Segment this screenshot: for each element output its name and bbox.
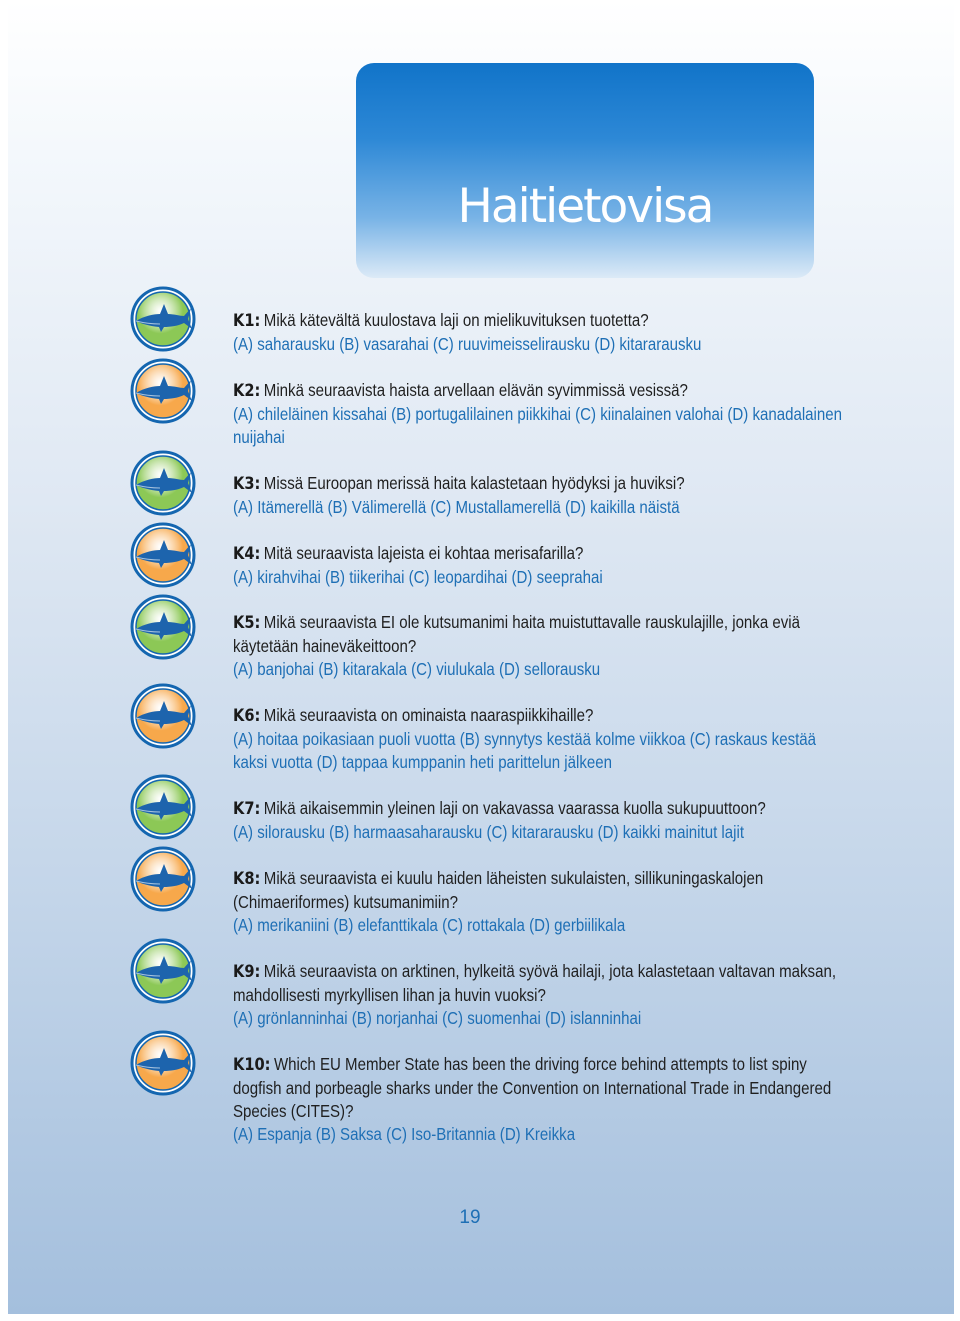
question-body: Mikä seuraavista on arktinen, hylkeitä syövä hailaji, jota kalastetaan valtavan maksan, mahdollisesti myrkyllisen lihan ja huvin vuoksi? — [233, 961, 837, 1005]
question-text — [233, 379, 852, 403]
shark-icon — [130, 286, 196, 352]
question-body: Minkä seuraavista haista arvellaan elävän syvimmissä vesissä? — [263, 380, 688, 400]
question-label: K6: — [233, 706, 261, 726]
question-label: K9: — [233, 962, 261, 982]
shark-icon — [130, 358, 196, 424]
question-4 — [233, 542, 852, 589]
answer-options: (A) chileläinen kissahai (B) portugalilainen piikkihai (C) kiinalainen valohai (D) kanadalainen nuijahai — [233, 404, 843, 447]
question-body: Missä Euroopan merissä haita kalastetaan hyödyksi ja huviksi? — [263, 473, 685, 493]
question-label: K3: — [233, 474, 261, 494]
question-3 — [233, 472, 852, 519]
answer-options: (A) Itämerellä (B) Välimerellä (C) Mustallamerellä (D) kaikilla näistä — [233, 497, 680, 517]
answer-options: (A) silorausku (B) harmaasaharausku (C) kitararausku (D) kaikki mainitut lajit — [233, 822, 745, 842]
question-label: K8: — [233, 869, 261, 889]
shark-icon — [130, 938, 196, 1004]
question-label: K10: — [233, 1055, 271, 1075]
shark-icon — [130, 846, 196, 912]
question-label: K4: — [233, 544, 261, 564]
shark-icon — [130, 774, 196, 840]
question-text — [233, 309, 852, 333]
question-8 — [233, 867, 852, 937]
question-text — [233, 472, 852, 496]
question-body: Mikä aikaisemmin yleinen laji on vakavassa vaarassa kuolla sukupuuttoon? — [263, 798, 766, 818]
answer-options: (A) merikaniini (B) elefanttikala (C) rottakala (D) gerbiilikala — [233, 915, 626, 935]
question-text — [233, 542, 852, 566]
question-body: Mikä seuraavista on ominaista naaraspiikkihaille? — [263, 705, 594, 725]
question-text — [233, 867, 852, 914]
question-body: Mitä seuraavista lajeista ei kohtaa merisafarilla? — [263, 543, 584, 563]
shark-icon — [130, 594, 196, 660]
answer-options: (A) kirahvihai (B) tiikerihai (C) leopardihai (D) seeprahai — [233, 567, 603, 587]
question-text — [233, 960, 852, 1007]
question-2 — [233, 379, 852, 449]
question-label: K5: — [233, 613, 261, 633]
shark-icon — [130, 522, 196, 588]
answer-options: (A) hoitaa poikasiaan puoli vuotta (B) synnytys kestää kolme viikkoa (C) raskaus kestää kaksi vuotta (D) tappaa kumppanin heti parittelun jälkeen — [233, 729, 817, 772]
page-number: 19 — [459, 1207, 481, 1228]
question-body: Mikä seuraavista ei kuulu haiden läheisten sukulaisten, sillikuningaskalojen (Chimaeriformes) kutsumanimiin? — [233, 868, 764, 912]
question-text — [233, 797, 852, 821]
question-label: K1: — [233, 311, 261, 331]
question-body: Mikä seuraavista EI ole kutsumanimi haita muistuttavalle rauskulajille, jonka eviä käytetään haineväkeittoon? — [233, 612, 800, 656]
question-1 — [233, 309, 852, 356]
question-body: Mikä kätevältä kuulostava laji on mielikuvituksen tuotetta? — [263, 310, 649, 330]
question-6 — [233, 704, 852, 774]
page-title: Haitietovisa — [457, 179, 713, 234]
shark-icon — [130, 683, 196, 749]
question-7 — [233, 797, 852, 844]
question-body: Which EU Member State has been the driving force behind attempts to list spiny dogfish and porbeagle sharks under the Convention on International Trade in Endangered Species (CITES)? — [233, 1054, 832, 1121]
answer-options: (A) saharausku (B) vasarahai (C) ruuvimeisselirausku (D) kitararausku — [233, 334, 702, 354]
question-label: K2: — [233, 381, 261, 401]
answer-options: (A) Espanja (B) Saksa (C) Iso-Britannia (D) Kreikka — [233, 1124, 576, 1144]
question-text — [233, 611, 852, 658]
question-10 — [233, 1053, 852, 1146]
answer-options: (A) banjohai (B) kitarakala (C) viulukala (D) sellorausku — [233, 659, 601, 679]
question-text — [233, 1053, 852, 1123]
question-9 — [233, 960, 852, 1030]
page — [8, 0, 954, 1314]
answer-options: (A) grönlanninhai (B) norjanhai (C) suomenhai (D) islanninhai — [233, 1008, 642, 1028]
question-label: K7: — [233, 799, 261, 819]
shark-icon — [130, 450, 196, 516]
title-banner — [356, 63, 814, 278]
question-5 — [233, 611, 852, 681]
shark-icon — [130, 1030, 196, 1096]
question-text — [233, 704, 852, 728]
